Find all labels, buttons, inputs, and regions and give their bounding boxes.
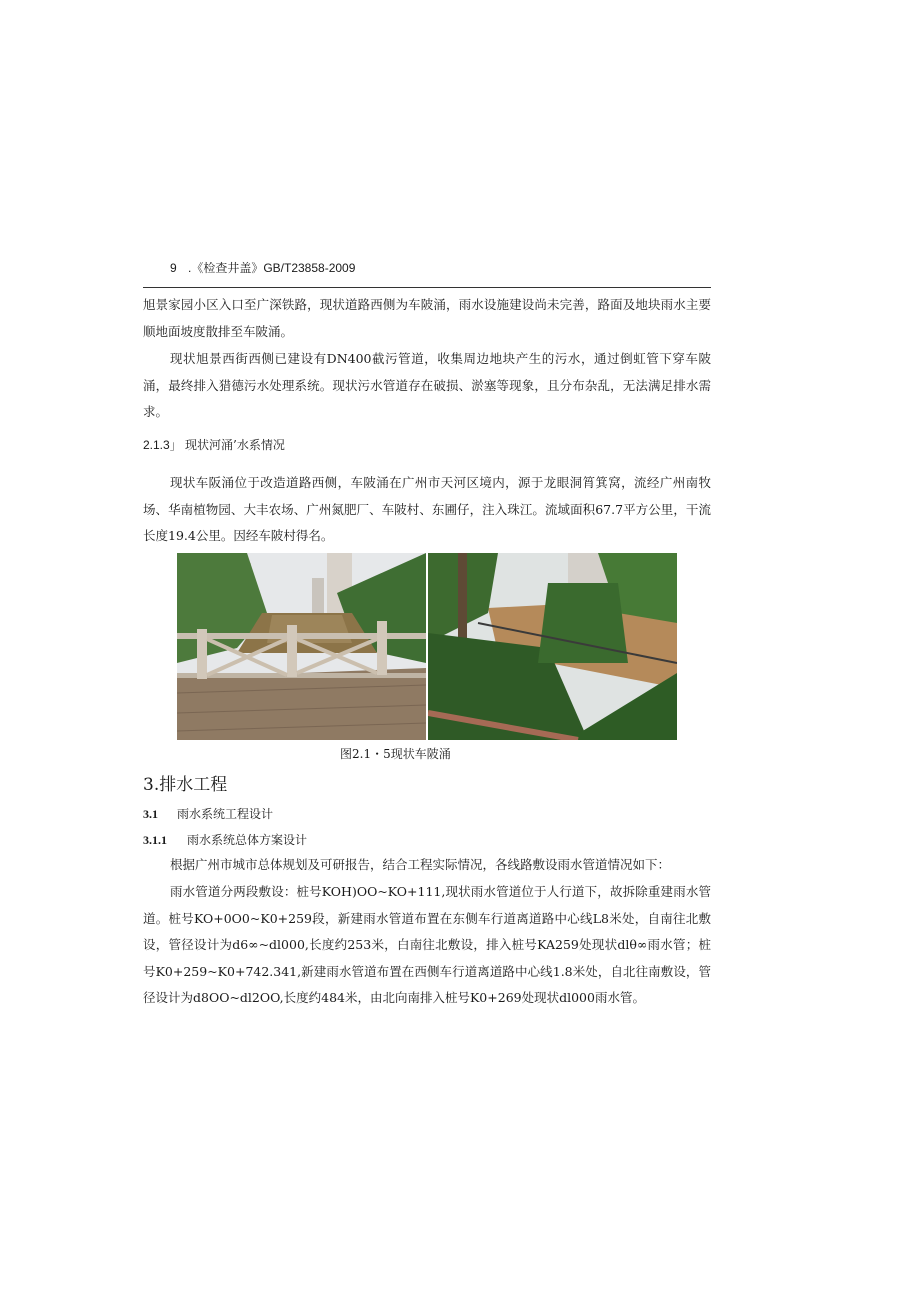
heading-number: 3.1 bbox=[143, 807, 158, 821]
paragraph-rain-pipe-design: 雨水管道分两段敷设：桩号KOH)OO~KO+111,现状雨水管道位于人行道下，故拆除重建雨水管道。桩号KO+0O0~K0+259段，新建雨水管道布置在东侧车行道离道路中心线L8米处，自南往北敷设，管径设计为d6∞~dl000,长度约253米，白南往北敷设，排入桩号KA259处现状dlθ∞雨水管；桩号K0+259~K0+742.341,新建雨水管道布置在西侧车行道离道路中心线1.8米处，自北往南敷设，管径设计为d8OO~dl2OO,长度约484米，由北向南排入桩号K0+269处现状dl000雨水管。 bbox=[143, 884, 711, 1005]
heading-number: 2.1.3」 bbox=[143, 438, 182, 452]
heading-number: 3.1.1 bbox=[143, 833, 167, 847]
heading-title: 现状河涌’水系情况 bbox=[185, 438, 285, 452]
figure-caption: 图2.1・5现状车陂涌 bbox=[340, 747, 451, 761]
reference-text: .《检查井盖》GB/T23858-2009 bbox=[188, 261, 356, 275]
heading-3-1 bbox=[143, 805, 273, 822]
paragraph-river-status: 现状车阪涌位于改造道路西侧，车陂涌在广州市天河区境内，源于龙眼洞筲箕窝，流经广州南牧场、华南植物园、大丰农场、广州氮肥厂、车陂村、东圃仔，注入珠江。流域面积67.7平方公里，干流长度19.4公里。因经车陂村得名。 bbox=[143, 475, 711, 543]
heading-2-1-3 bbox=[143, 436, 285, 453]
reference-entry bbox=[170, 259, 355, 276]
header-rule bbox=[143, 287, 711, 288]
paragraph-plan-intro: 根据广州市城市总体规划及可研报告，结合工程实际情况，各线路敷设雨水管道情况如下： bbox=[170, 857, 671, 872]
river-photo-right-image bbox=[428, 553, 677, 740]
heading-3-1-1 bbox=[143, 831, 307, 848]
chapter-title: 3.排水工程 bbox=[143, 775, 228, 795]
river-photo-right bbox=[428, 553, 677, 740]
heading-title: 雨水系统工程设计 bbox=[177, 807, 274, 821]
river-photo-left bbox=[177, 553, 426, 740]
paragraph-drainage-status: 旭景家园小区入口至广深铁路，现状道路西侧为车陂涌，雨水设施建设尚未完善，路面及地块雨水主要顺地面坡度散排至车陂涌。 bbox=[143, 297, 711, 339]
reference-number: 9 bbox=[170, 261, 177, 275]
heading-title: 雨水系统总体方案设计 bbox=[187, 833, 308, 847]
river-photo-left-image bbox=[177, 553, 426, 740]
paragraph-sewage-status: 现状旭景西街西侧已建设有DN400截污管道，收集周边地块产生的污水，通过倒虹管下穿车陂涌，最终排入猎德污水处理系统。现状污水管道存在破损、淤塞等现象，且分布杂乱，无法满足排水需求。 bbox=[143, 351, 711, 419]
